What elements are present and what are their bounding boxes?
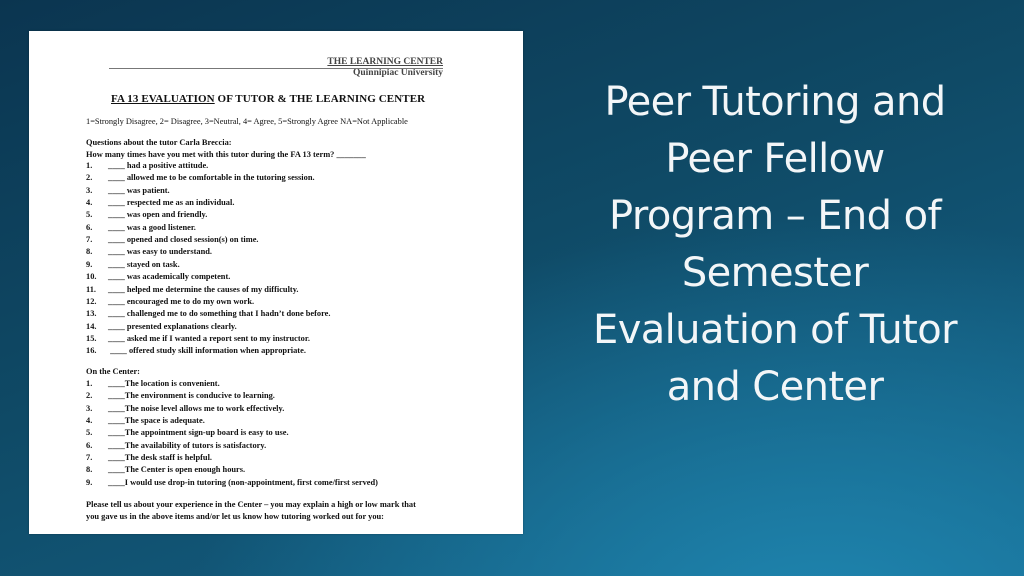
closing-line-1: Please tell us about your experience in the Center – you may explain a high or low mark that: [86, 500, 416, 509]
question-item: [86, 441, 266, 450]
question-item: [86, 346, 306, 355]
question-text: ____ was a good listener.: [108, 222, 196, 232]
slide-title: [548, 74, 1002, 416]
evaluation-form-image: [29, 31, 523, 534]
question-item: [86, 285, 299, 294]
question-item: [86, 235, 259, 244]
question-text: ____ challenged me to do something that I hadn’t done before.: [108, 309, 331, 319]
question-number: 8.: [86, 247, 93, 257]
question-number: 10.: [86, 272, 97, 282]
header-rule: [109, 68, 443, 69]
question-item: [86, 210, 207, 219]
org-name: THE LEARNING CENTER: [327, 57, 443, 67]
closing-line-2: you gave us in the above items and/or let us know how tutoring worked out for you:: [86, 512, 384, 521]
slide-title-line: Evaluation of Tutor: [593, 307, 957, 353]
question-text: ____The noise level allows me to work effectively.: [108, 403, 285, 413]
question-number: 14.: [86, 321, 97, 331]
question-number: 3.: [86, 403, 93, 413]
slide-title-line: and Center: [666, 364, 884, 410]
question-number: 13.: [86, 309, 97, 319]
question-text: ____ helped me determine the causes of my difficulty.: [108, 284, 299, 294]
question-item: [86, 223, 196, 232]
slide-title-line: Semester: [681, 250, 869, 296]
question-text: ____ asked me if I wanted a report sent to my instructor.: [108, 333, 310, 343]
question-number: 1.: [86, 379, 93, 388]
question-number: 2.: [86, 391, 93, 401]
form-title-prefix: FA 13 EVALUATION: [111, 93, 215, 105]
question-item: [86, 247, 212, 256]
question-item: [86, 379, 220, 388]
question-item: [86, 391, 275, 400]
question-number: 5.: [86, 428, 93, 438]
question-text: ____ was easy to understand.: [108, 247, 213, 257]
question-number: 4.: [86, 416, 93, 426]
slide-title-line: Peer Fellow: [665, 136, 885, 182]
question-text: ____The location is convenient.: [108, 379, 220, 388]
question-number: 15.: [86, 333, 97, 343]
question-item: [86, 309, 331, 318]
question-text: ____The appointment sign-up board is easy to use.: [108, 428, 289, 438]
question-text: ____The space is adequate.: [108, 416, 205, 426]
slide-title-line: Program – End of: [609, 193, 941, 239]
question-item: [86, 260, 180, 269]
center-section-title: On the Center:: [86, 367, 140, 376]
question-text: ____ was patient.: [108, 185, 170, 195]
question-number: 1.: [86, 161, 93, 170]
form-title-rest: OF TUTOR & THE LEARNING CENTER: [214, 93, 426, 105]
question-number: 8.: [86, 465, 93, 475]
question-number: 9.: [86, 259, 93, 269]
question-number: 7.: [86, 235, 93, 245]
question-item: [86, 161, 208, 170]
question-item: [86, 404, 284, 413]
question-number: 6.: [86, 222, 93, 232]
tutor-section-title: Questions about the tutor Carla Breccia:: [86, 138, 232, 147]
question-item: [86, 173, 315, 182]
question-item: [86, 453, 212, 462]
question-number: 9.: [86, 477, 93, 487]
question-text: ____ stayed on task.: [108, 259, 180, 269]
rating-scale: 1=Strongly Disagree, 2= Disagree, 3=Neutral, 4= Agree, 5=Strongly Agree NA=Not Applicable: [86, 117, 408, 126]
question-number: 5.: [86, 210, 93, 220]
form-title: [111, 93, 425, 105]
question-text: ____ allowed me to be comfortable in the tutoring session.: [108, 173, 315, 183]
question-text: ____The Center is open enough hours.: [108, 465, 246, 475]
question-text: ____The availability of tutors is satisfactory.: [108, 440, 267, 450]
question-text: ____ opened and closed session(s) on time.: [108, 235, 259, 245]
question-item: [86, 198, 234, 207]
question-text: ____ encouraged me to do my own work.: [108, 296, 255, 306]
question-number: 11.: [86, 284, 97, 294]
question-text: ____ respected me as an individual.: [108, 198, 235, 208]
question-text: ____ was academically competent.: [108, 272, 231, 282]
question-item: [86, 334, 310, 343]
question-number: 3.: [86, 185, 93, 195]
question-text: ____The environment is conducive to learning.: [108, 391, 275, 401]
org-university: Quinnipiac University: [353, 68, 443, 78]
question-text: ____ offered study skill information when appropriate.: [108, 346, 306, 356]
question-item: [86, 465, 245, 474]
question-text: ____ had a positive attitude.: [108, 161, 209, 170]
question-number: 16.: [86, 346, 97, 356]
question-text: ____ was open and friendly.: [108, 210, 208, 220]
question-item: [86, 186, 170, 195]
question-number: 4.: [86, 198, 93, 208]
meeting-question: How many times have you met with this tutor during the FA 13 term? _______: [86, 150, 366, 159]
question-text: ____The desk staff is helpful.: [108, 453, 213, 463]
question-item: [86, 322, 237, 331]
question-text: ____I would use drop-in tutoring (non-appointment, first come/first served): [108, 477, 378, 487]
question-item: [86, 416, 205, 425]
question-number: 12.: [86, 296, 97, 306]
question-text: ____ presented explanations clearly.: [108, 321, 237, 331]
question-item: [86, 428, 289, 437]
question-item: [86, 272, 230, 281]
slide-title-line: Peer Tutoring and: [604, 79, 946, 125]
question-item: [86, 297, 254, 306]
question-number: 6.: [86, 440, 93, 450]
question-number: 2.: [86, 173, 93, 183]
question-number: 7.: [86, 453, 93, 463]
question-item: [86, 478, 378, 487]
